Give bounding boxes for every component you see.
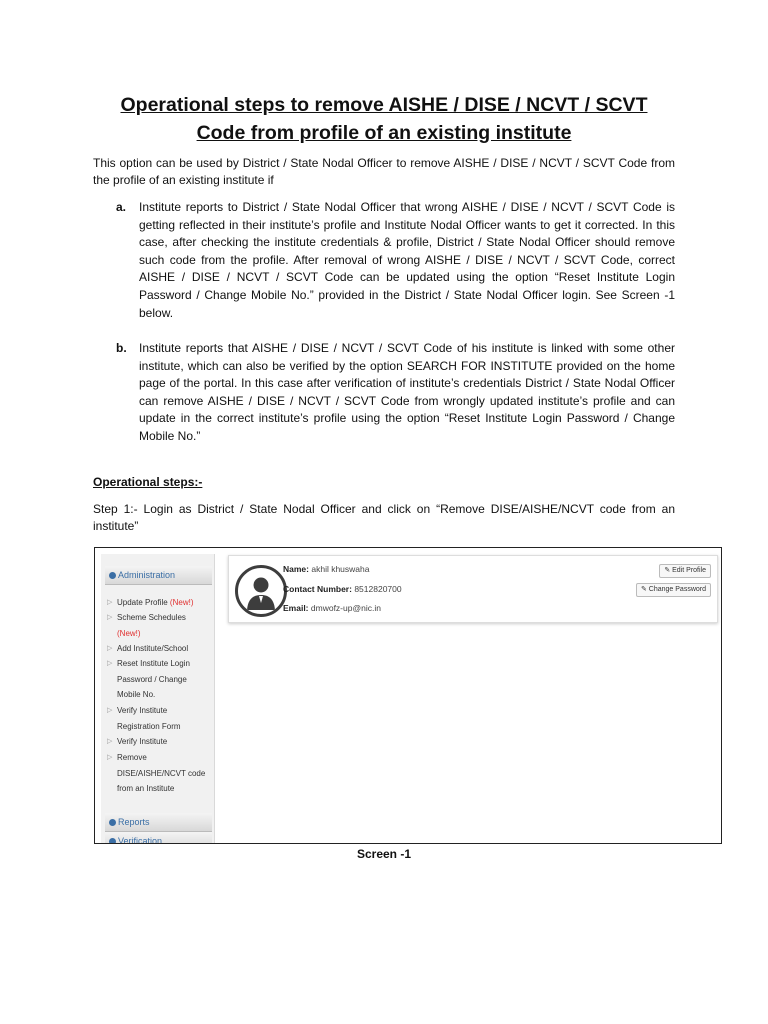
pencil-icon: ✎ xyxy=(640,586,647,593)
list-marker-b: b. xyxy=(116,341,127,355)
sidebar-item-reset-institute-login[interactable]: ▷ Reset Institute Login Password / Change Mobile No. xyxy=(117,656,197,703)
triangle-right-icon: ▷ xyxy=(107,614,113,621)
document-title-line2: Code from profile of an existing institute xyxy=(196,122,572,144)
user-avatar-icon xyxy=(235,565,287,617)
list-item-b: Institute reports that AISHE / DISE / NCVT / SCVT Code of his institute is linked with some other institute, which can also be verified by the option SEARCH FOR INSTITUTE provided on the home page of the portal. In this case after verification of institute’s credentials District / State Nodal Officer can remove AISHE / DISE / NCVT / SCVT Code from wrongly updated institute’s profile and can update in the correct institute’s profile using the option “Reset Institute Login Password / Change Mobile No.” xyxy=(139,341,675,443)
pencil-icon: ✎ xyxy=(664,567,671,574)
sidebar-item-scheme-schedules[interactable]: ▷ Scheme Schedules (New!) xyxy=(117,610,212,641)
change-password-button[interactable]: ✎ Change Password xyxy=(636,583,711,597)
document-title-line1: Operational steps to remove AISHE / DISE / NCVT / SCVT xyxy=(120,94,648,116)
step1-paragraph: Step 1:- Login as District / State Nodal Officer and click on “Remove DISE/AISHE/NCVT code from an institute” xyxy=(93,502,675,533)
edit-profile-button[interactable]: ✎ Edit Profile xyxy=(659,564,711,578)
sidebar-item-update-profile[interactable]: ▷ Update Profile (New!) xyxy=(117,595,212,611)
triangle-right-icon: ▷ xyxy=(107,754,113,761)
gear-icon xyxy=(109,838,116,843)
triangle-right-icon: ▷ xyxy=(107,645,113,652)
operational-steps-heading: Operational steps:- xyxy=(93,475,203,489)
gear-icon xyxy=(109,572,116,579)
screen-caption: Screen -1 xyxy=(356,847,412,861)
profile-email: Email: dmwofz-up@nic.in xyxy=(283,603,381,613)
screen-1-screenshot xyxy=(94,547,722,844)
gear-icon xyxy=(109,819,116,826)
triangle-right-icon: ▷ xyxy=(107,660,113,667)
intro-paragraph: This option can be used by District / State Nodal Officer to remove AISHE / DISE / NCVT / SCVT Code from the profile of an existing institute if xyxy=(93,156,675,187)
sidebar-item-add-institute[interactable]: ▷ Add Institute/School xyxy=(117,641,212,657)
sidebar-item-verify-institute[interactable]: ▷ Verify Institute xyxy=(117,734,212,750)
sidebar-item-verify-registration-form[interactable]: ▷ Verify Institute Registration Form xyxy=(117,703,197,734)
list-item-a: Institute reports to District / State Nodal Officer that wrong AISHE / DISE / NCVT / SCVT Code is getting reflected in their institute’s profile and Institute Nodal Officer wants to get it corrected. In this case, after checking the institute credentials & profile, District / State Nodal Officer should remove such code from the profile. After removal of wrong AISHE / DISE / NCVT / SCVT Code, correct AISHE / DISE / NCVT / SCVT Code can be updated using the option “Reset Institute Login Password / Change Mobile No.” provided in the District / State Nodal Officer login. See Screen -1 below. xyxy=(139,200,675,320)
admin-sidebar xyxy=(101,554,215,843)
sidebar-item-remove-code[interactable]: ▷ Remove DISE/AISHE/NCVT code from an Institute xyxy=(117,750,209,797)
sidebar-header-administration[interactable]: Administration xyxy=(105,566,212,585)
triangle-right-icon: ▷ xyxy=(107,707,113,714)
sidebar-header-verification[interactable]: Verification xyxy=(105,832,212,843)
list-marker-a: a. xyxy=(116,200,127,214)
triangle-right-icon: ▷ xyxy=(107,599,113,606)
profile-name: Name: akhil khuswaha xyxy=(283,564,370,574)
profile-card xyxy=(228,555,718,623)
triangle-right-icon: ▷ xyxy=(107,738,113,745)
sidebar-header-reports[interactable]: Reports xyxy=(105,813,212,832)
profile-contact: Contact Number: 8512820700 xyxy=(283,584,402,594)
